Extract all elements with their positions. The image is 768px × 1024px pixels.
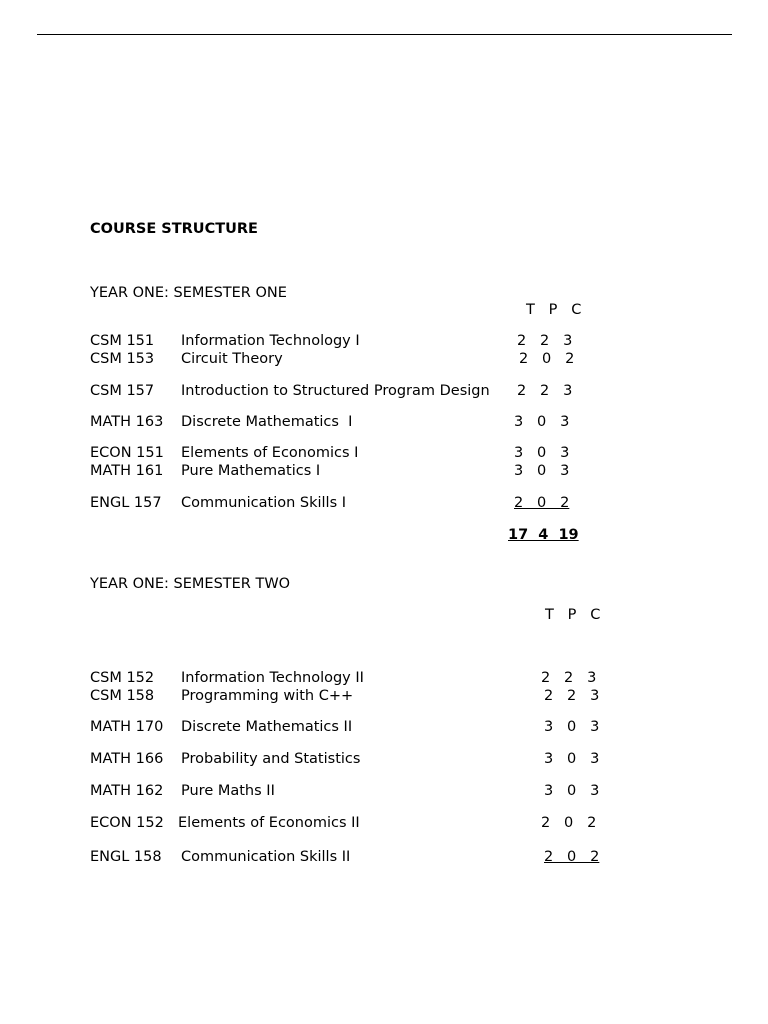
sem1-row-1-code: CSM 151 bbox=[90, 333, 155, 349]
sem1-row-7-name: Communication Skills I bbox=[181, 495, 347, 511]
sem2-row-7-name: Communication Skills II bbox=[181, 849, 351, 865]
sem1-row-2-tpc: 2 0 2 bbox=[519, 351, 575, 367]
sem1-row-1-name: Information Technology I bbox=[181, 333, 360, 349]
sem1-row-6-code: MATH 161 bbox=[90, 463, 164, 479]
sem1-row-4-code: MATH 163 bbox=[90, 414, 164, 430]
sem1-row-5-tpc: 3 0 3 bbox=[514, 445, 570, 461]
sem2-row-7-tpc: 2 0 2 bbox=[544, 849, 600, 865]
sem1-row-7-tpc: 2 0 2 bbox=[514, 495, 570, 511]
sem2-row-4-name: Probability and Statistics bbox=[181, 751, 361, 767]
sem1-row-5-code: ECON 151 bbox=[90, 445, 164, 461]
sem1-total: 17 4 19 bbox=[508, 527, 579, 543]
sem2-row-3-code: MATH 170 bbox=[90, 719, 164, 735]
sem2-row-3-name: Discrete Mathematics II bbox=[181, 719, 353, 735]
sem1-row-3-tpc: 2 2 3 bbox=[517, 383, 573, 399]
sem2-title: YEAR ONE: SEMESTER TWO bbox=[90, 576, 291, 592]
header-rule bbox=[37, 34, 732, 35]
sem1-tpc-header: T P C bbox=[526, 302, 582, 318]
sem2-tpc-header: T P C bbox=[545, 607, 601, 623]
sem2-row-6-tpc: 2 0 2 bbox=[541, 815, 597, 831]
sem1-row-4-tpc: 3 0 3 bbox=[514, 414, 570, 430]
sem1-row-2-name: Circuit Theory bbox=[181, 351, 283, 367]
sem1-row-3-name: Introduction to Structured Program Design bbox=[181, 383, 490, 399]
sem1-row-6-tpc: 3 0 3 bbox=[514, 463, 570, 479]
sem1-row-1-tpc: 2 2 3 bbox=[517, 333, 573, 349]
sem1-row-6-name: Pure Mathematics I bbox=[181, 463, 321, 479]
sem2-row-5-code: MATH 162 bbox=[90, 783, 164, 799]
sem2-row-6-name: Elements of Economics II bbox=[178, 815, 360, 831]
sem2-row-2-code: CSM 158 bbox=[90, 688, 155, 704]
sem2-row-3-tpc: 3 0 3 bbox=[544, 719, 600, 735]
sem1-row-4-name: Discrete Mathematics I bbox=[181, 414, 353, 430]
sem2-row-5-name: Pure Maths II bbox=[181, 783, 275, 799]
sem1-title: YEAR ONE: SEMESTER ONE bbox=[90, 285, 287, 301]
sem2-row-1-tpc: 2 2 3 bbox=[541, 670, 597, 686]
sem1-row-7-code: ENGL 157 bbox=[90, 495, 162, 511]
page-heading: COURSE STRUCTURE bbox=[90, 221, 258, 237]
sem1-row-2-code: CSM 153 bbox=[90, 351, 155, 367]
sem2-row-4-tpc: 3 0 3 bbox=[544, 751, 600, 767]
sem2-row-1-code: CSM 152 bbox=[90, 670, 155, 686]
sem2-row-2-tpc: 2 2 3 bbox=[544, 688, 600, 704]
sem2-row-5-tpc: 3 0 3 bbox=[544, 783, 600, 799]
sem1-row-5-name: Elements of Economics I bbox=[181, 445, 359, 461]
sem2-row-1-name: Information Technology II bbox=[181, 670, 364, 686]
sem2-row-7-code: ENGL 158 bbox=[90, 849, 162, 865]
sem2-row-2-name: Programming with C++ bbox=[181, 688, 354, 704]
sem1-row-3-code: CSM 157 bbox=[90, 383, 155, 399]
sem2-row-6-code: ECON 152 bbox=[90, 815, 164, 831]
sem2-row-4-code: MATH 166 bbox=[90, 751, 164, 767]
